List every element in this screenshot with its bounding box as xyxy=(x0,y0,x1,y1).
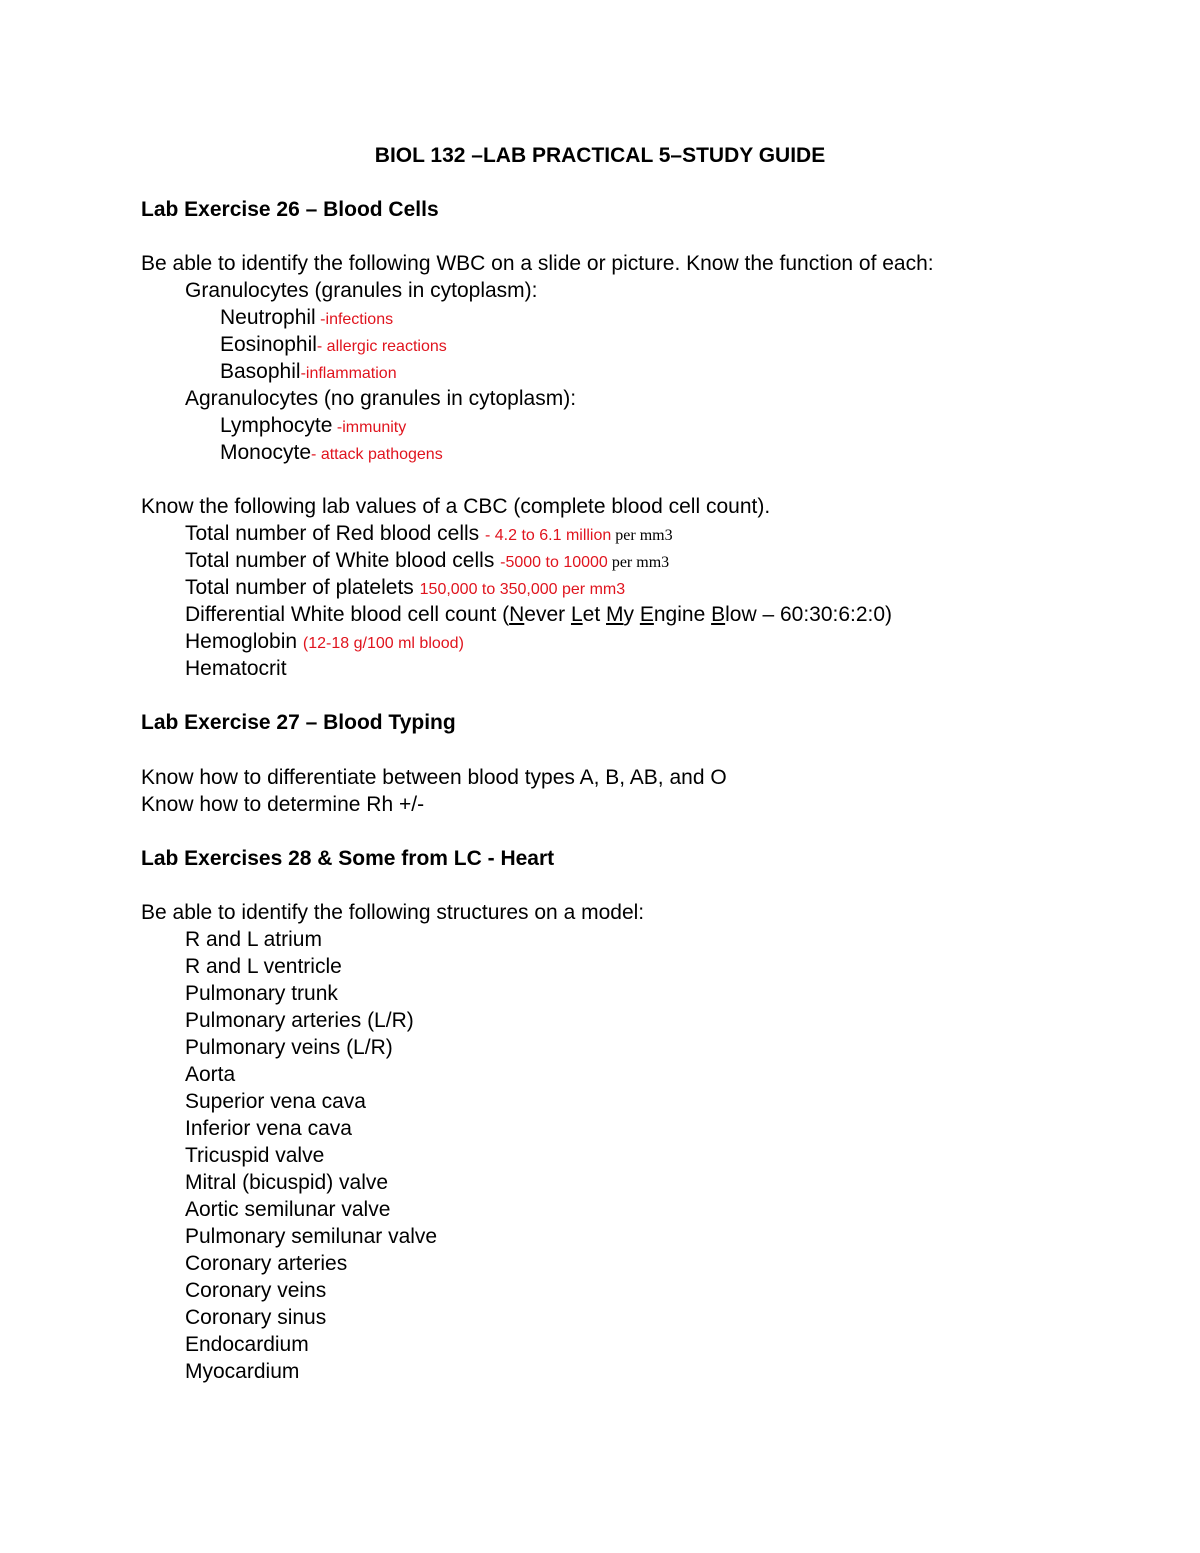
section-heading-blood-cells: Lab Exercise 26 – Blood Cells xyxy=(141,198,439,221)
unit-text: per mm3 xyxy=(611,527,673,544)
list-item: Aorta xyxy=(185,1063,236,1086)
list-item-monocyte xyxy=(220,439,443,468)
list-item: Superior vena cava xyxy=(185,1090,366,1113)
list-item: Pulmonary arteries (L/R) xyxy=(185,1009,414,1032)
list-item-differential xyxy=(185,601,892,628)
mnemonic-word-rest: et xyxy=(582,603,607,626)
lab-value-label: Hemoglobin xyxy=(185,630,303,653)
list-item-neutrophil xyxy=(220,304,393,333)
list-item: Inferior vena cava xyxy=(185,1117,352,1140)
list-item-wbc xyxy=(185,547,669,576)
cell-name: Neutrophil xyxy=(220,306,316,329)
mnemonic-letter-b: B xyxy=(711,603,726,626)
list-item-lymphocyte xyxy=(220,412,406,441)
list-item: R and L ventricle xyxy=(185,955,342,978)
wbc-intro: Be able to identify the following WBC on a slide or picture. Know the function of each: xyxy=(141,252,934,275)
lab-value-label: Total number of White blood cells xyxy=(185,549,501,572)
page-title: BIOL 132 –LAB PRACTICAL 5–STUDY GUIDE xyxy=(374,144,826,167)
annotation-note: -infections xyxy=(315,311,394,328)
list-item-platelets xyxy=(185,574,625,603)
cell-name: Basophil xyxy=(220,360,301,383)
cbc-intro: Know the following lab values of a CBC (complete blood cell count). xyxy=(141,495,771,518)
section-heading-blood-typing: Lab Exercise 27 – Blood Typing xyxy=(141,711,456,734)
list-item: Aortic semilunar valve xyxy=(185,1198,391,1221)
list-item-basophil xyxy=(220,358,397,387)
annotation-note: -immunity xyxy=(332,419,407,436)
mnemonic-word-rest: ever xyxy=(524,603,571,626)
granulocytes-label: Granulocytes (granules in cytoplasm): xyxy=(185,279,538,302)
list-item: Pulmonary trunk xyxy=(185,982,338,1005)
list-item: Pulmonary semilunar valve xyxy=(185,1225,438,1248)
agranulocytes-label: Agranulocytes (no granules in cytoplasm): xyxy=(185,387,577,410)
list-item-hematocrit: Hematocrit xyxy=(185,657,287,680)
list-item: Pulmonary veins (L/R) xyxy=(185,1036,393,1059)
list-item: Tricuspid valve xyxy=(185,1144,325,1167)
mnemonic-letter-m: M xyxy=(606,603,624,626)
mnemonic-letter-l: L xyxy=(570,603,583,626)
annotation-note: - allergic reactions xyxy=(316,338,447,355)
annotation-note: - attack pathogens xyxy=(311,446,443,463)
differential-label: Differential White blood cell count ( xyxy=(185,603,510,626)
blood-typing-line-1: Know how to differentiate between blood types A, B, AB, and O xyxy=(141,766,727,789)
list-item: Mitral (bicuspid) valve xyxy=(185,1171,389,1194)
list-item: Myocardium xyxy=(185,1360,300,1383)
lab-value-label: Total number of platelets xyxy=(185,576,420,599)
list-item: Coronary veins xyxy=(185,1279,327,1302)
annotation-note: -inflammation xyxy=(300,365,397,382)
cell-name: Monocyte xyxy=(220,441,312,464)
annotation-note: 150,000 to 350,000 per mm3 xyxy=(419,581,626,598)
list-item-eosinophil xyxy=(220,331,447,360)
annotation-note: - 4.2 to 6.1 million xyxy=(485,527,612,544)
mnemonic-letter-n: N xyxy=(509,603,525,626)
annotation-note: (12-18 g/100 ml blood) xyxy=(302,635,464,652)
mnemonic-word-rest: low – 60:30:6:2:0) xyxy=(725,603,893,626)
list-item: Coronary arteries xyxy=(185,1252,348,1275)
lab-value-label: Total number of Red blood cells xyxy=(185,522,485,545)
cell-name: Eosinophil xyxy=(220,333,317,356)
list-item-hemoglobin xyxy=(185,628,464,657)
annotation-note: -5000 to 10000 xyxy=(500,554,608,571)
mnemonic-word-rest: ngine xyxy=(653,603,712,626)
section-heading-heart: Lab Exercises 28 & Some from LC - Heart xyxy=(141,847,555,870)
heart-intro: Be able to identify the following structures on a model: xyxy=(141,901,645,924)
list-item-rbc xyxy=(185,520,673,549)
list-item: R and L atrium xyxy=(185,928,322,951)
list-item: Endocardium xyxy=(185,1333,309,1356)
mnemonic-letter-e: E xyxy=(639,603,654,626)
list-item: Coronary sinus xyxy=(185,1306,327,1329)
unit-text: per mm3 xyxy=(607,554,670,571)
blood-typing-line-2: Know how to determine Rh +/- xyxy=(141,793,425,816)
cell-name: Lymphocyte xyxy=(220,414,333,437)
mnemonic-word-rest: y xyxy=(623,603,640,626)
